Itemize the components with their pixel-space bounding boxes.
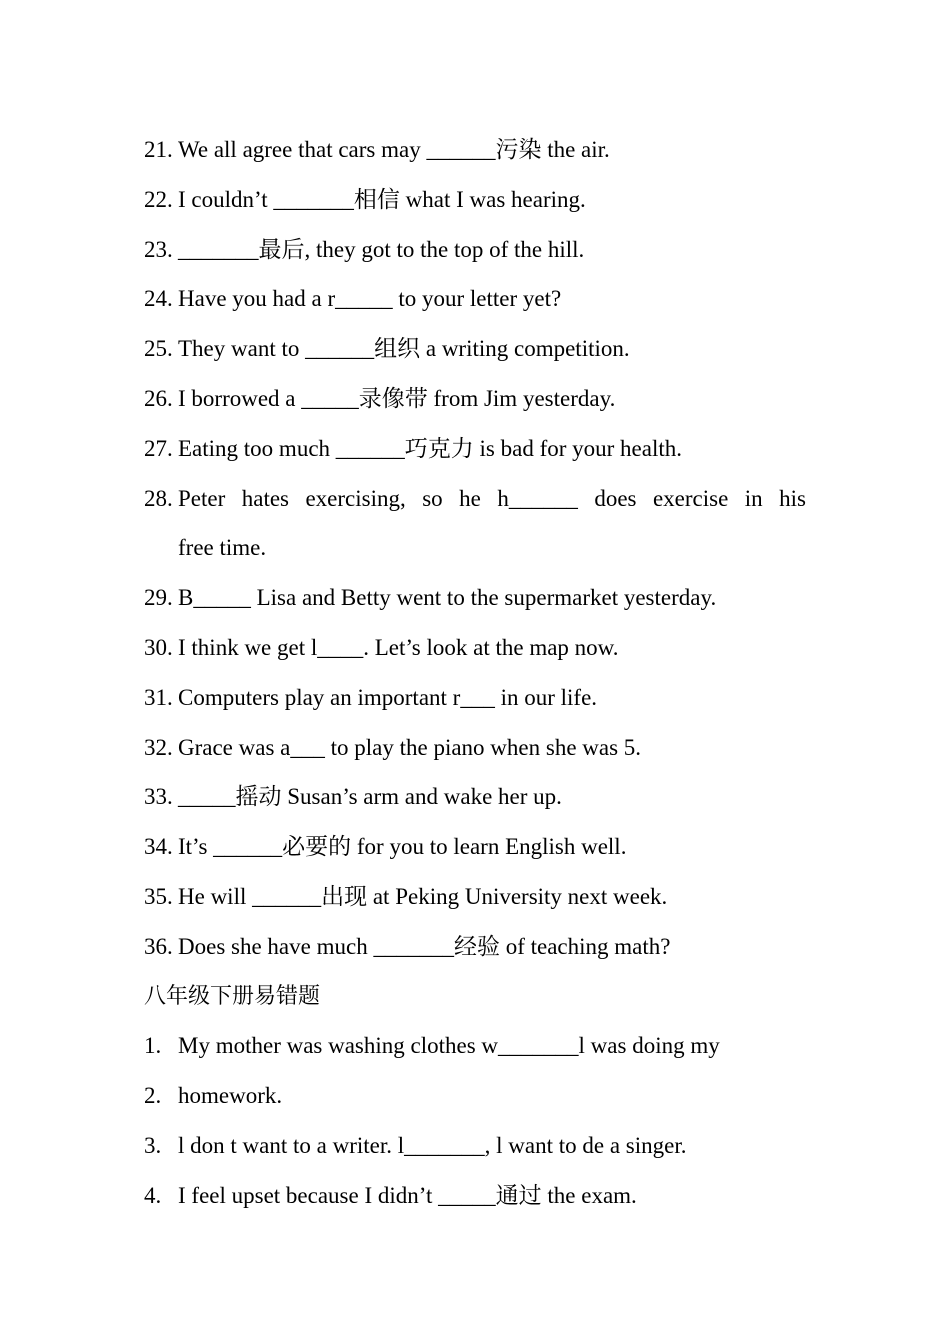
question-text: It’s ______必要的 for you to learn English well. bbox=[178, 834, 627, 860]
item-text: My mother was washing clothes w_______l was doing my bbox=[178, 1033, 720, 1059]
question-text: Grace was a___ to play the piano when she was 5. bbox=[178, 734, 642, 760]
question-28 bbox=[144, 474, 806, 524]
question-21 bbox=[144, 125, 806, 175]
section-item-2 bbox=[144, 1071, 806, 1121]
item-text: l don t want to a writer. l_______, l want to de a singer. bbox=[178, 1132, 687, 1158]
question-text: _____摇动 Susan’s arm and wake her up. bbox=[178, 784, 562, 810]
question-text: I couldn’t _______相信 what I was hearing. bbox=[178, 186, 586, 212]
question-number: 31. bbox=[144, 684, 173, 710]
section-item-4 bbox=[144, 1171, 806, 1221]
question-text: I think we get l____. Let’s look at the map now. bbox=[178, 634, 619, 660]
question-27 bbox=[144, 424, 806, 474]
question-number: 27. bbox=[144, 435, 173, 461]
question-number: 22. bbox=[144, 186, 173, 212]
question-26 bbox=[144, 374, 806, 424]
question-number: 21. bbox=[144, 137, 173, 162]
item-number: 1. bbox=[144, 1033, 162, 1059]
item-number: 3. bbox=[144, 1132, 162, 1158]
question-number: 32. bbox=[144, 734, 173, 760]
item-number: 4. bbox=[144, 1182, 162, 1208]
question-23 bbox=[144, 225, 806, 275]
question-number: 30. bbox=[144, 634, 173, 660]
question-number: 24. bbox=[144, 286, 173, 312]
question-text: I borrowed a _____录像带 from Jim yesterday. bbox=[178, 385, 616, 411]
question-number: 35. bbox=[144, 883, 173, 909]
question-24 bbox=[144, 274, 806, 324]
item-number: 2. bbox=[144, 1083, 162, 1109]
question-text: B_____ Lisa and Betty went to the supermarket yesterday. bbox=[178, 585, 717, 611]
question-text: Eating too much ______巧克力 is bad for your health. bbox=[178, 435, 683, 461]
question-35 bbox=[144, 872, 806, 922]
question-number: 29. bbox=[144, 585, 173, 611]
question-29 bbox=[144, 573, 806, 623]
question-text: We all agree that cars may ______污染 the air. bbox=[178, 137, 610, 162]
question-text: Peter hates exercising, so he h______ does exercise in his bbox=[178, 485, 806, 511]
question-text: Have you had a r_____ to your letter yet? bbox=[178, 286, 562, 312]
section-item-1 bbox=[144, 1021, 806, 1071]
question-text: _______最后, they got to the top of the hill. bbox=[178, 236, 585, 262]
question-number: 26. bbox=[144, 385, 173, 411]
question-number: 23. bbox=[144, 236, 173, 262]
question-number: 36. bbox=[144, 933, 173, 959]
question-30 bbox=[144, 623, 806, 673]
section-heading: 八年级下册易错题 bbox=[144, 983, 321, 1009]
question-34 bbox=[144, 822, 806, 872]
question-36 bbox=[144, 922, 806, 972]
question-25 bbox=[144, 324, 806, 374]
question-32 bbox=[144, 723, 806, 773]
item-text: homework. bbox=[178, 1083, 283, 1109]
question-text-continuation: free time. bbox=[178, 535, 267, 561]
question-number: 34. bbox=[144, 834, 173, 860]
question-33 bbox=[144, 772, 806, 822]
question-number: 33. bbox=[144, 784, 173, 810]
question-text: He will ______出现 at Peking University next week. bbox=[178, 883, 668, 909]
question-text: Computers play an important r___ in our life. bbox=[178, 684, 598, 710]
item-text: I feel upset because I didn’t _____通过 the exam. bbox=[178, 1182, 637, 1208]
question-28-continuation bbox=[144, 523, 806, 573]
question-number: 25. bbox=[144, 336, 173, 362]
question-number: 28. bbox=[144, 485, 173, 511]
exercise-list bbox=[144, 125, 806, 1221]
question-31 bbox=[144, 673, 806, 723]
question-22 bbox=[144, 175, 806, 225]
section-item-3 bbox=[144, 1121, 806, 1171]
question-text: Does she have much _______经验 of teaching math? bbox=[178, 933, 671, 959]
question-text: They want to ______组织 a writing competition. bbox=[178, 336, 630, 362]
